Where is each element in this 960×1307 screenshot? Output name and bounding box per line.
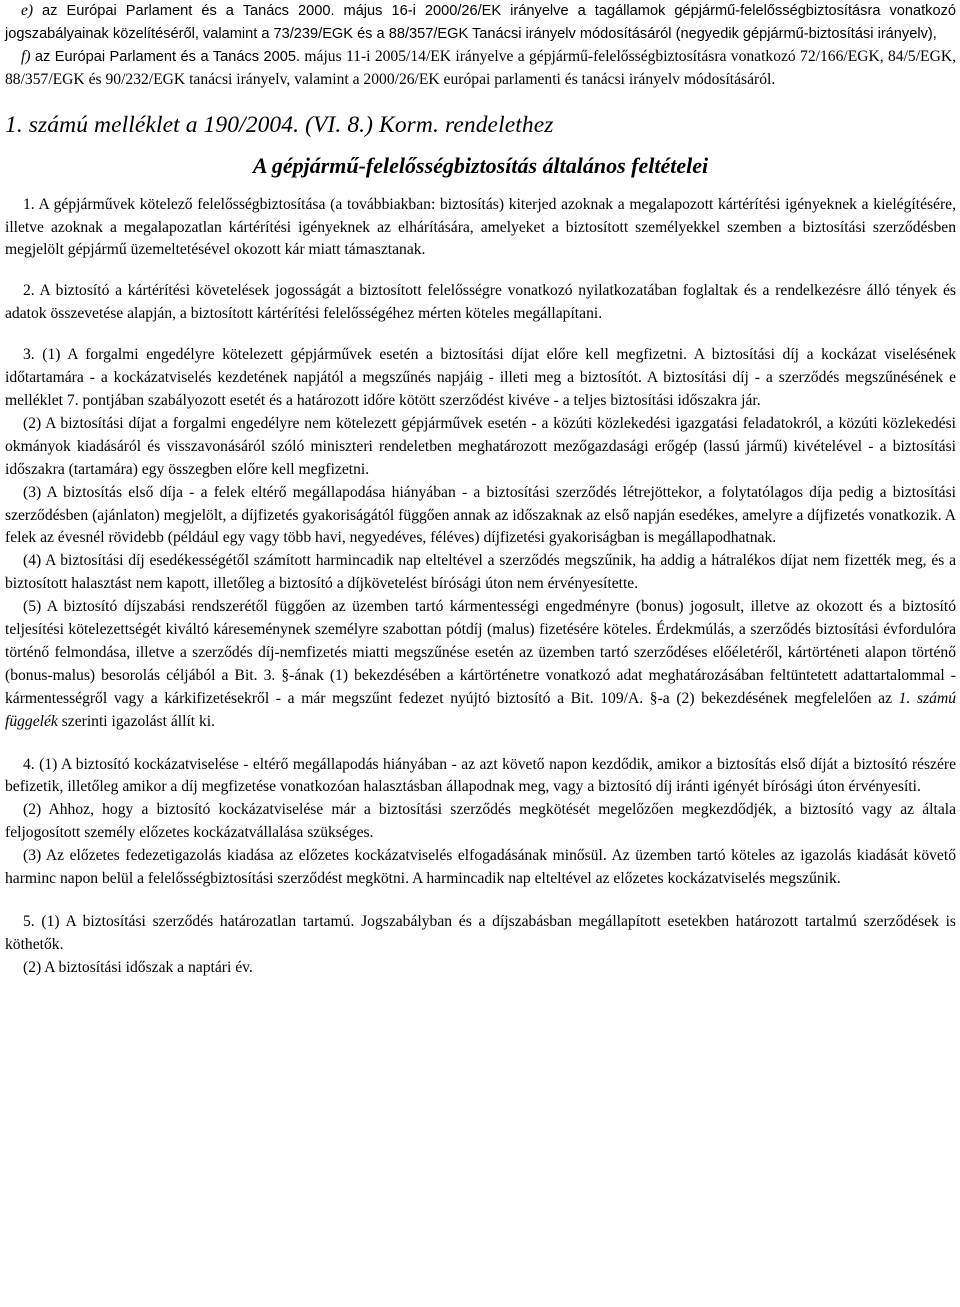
paragraph-4-3: (3) Az előzetes fedezetigazolás kiadása az előzetes kockázatviselés elfogadásának minősül. Az üzemben tartó köteles az igazolás kiadását követő harminc napon belül a felelősségbiztosítási szerződést megkötni. A harmincadik nap elteltével az előzetes kockázatviselés megszűnik. — [5, 847, 956, 888]
paragraph-4-2: (2) Ahhoz, hogy a biztosító kockázatviselése már a biztosítási szerződés megkötését megelőzően megkezdődjék, a biztosító vagy az általa feljogosított személy előzetes kockázatvállalása szükséges. — [5, 801, 956, 842]
item-text-f-part1: az Európai Parlament és a Tanács 2005. — [34, 48, 301, 65]
section-title: A gépjármű-felelősségbiztosítás általános feltételei — [252, 152, 709, 178]
paragraph-3-5-text: (5) A biztosító díjszabási rendszerétől függően az üzemben tartó kármentességi engedményre (bonus) jogosult, illetve az okozott és a biztosító teljesítési kötelezettségét kiváltó káreseménynek személyre szabottan pótdíj (malus) fizetésére köteles. Érdekmúlás, a szerződés biztosítási évfordulóra történő felmondása, illetve a szerződés díj-nemfizetés miatti megszűnése esetén az üzemben tartó szerződéses előéletéről, kártörténeti alapon történő (bonus-malus) besorolás céljából a Bit. 3. §-ának (1) bekezdésében a kártörténetre vonatkozó adat meghatározásában feltüntetett adattartalommal - kármentességről vagy a kárkifizetésekről - a már megszűnt fedezet nyújtó biztosító a Bit. 109/A. §-a (2) bekezdésének megfelelően az — [5, 598, 956, 707]
annex-title: 1. számú melléklet a 190/2004. (VI. 8.) Korm. rendelethez — [5, 111, 554, 138]
item-label-e: e) — [21, 2, 34, 19]
intro-item-f — [5, 46, 956, 92]
paragraph-3-2: (2) A biztosítási díjat a forgalmi engedélyre nem kötelezett gépjárművek esetén - a közúti közlekedési igazgatási feladatokról, a közúti közlekedési okmányok kiadásáról és visszavonásáról szóló miniszteri rendeletben meghatározott mezőgazdasági erőgép (lassú jármű) kivételével - a biztosítási időszakra (tartamára) egy összegben előre kell megfizetni. — [5, 414, 956, 478]
paragraph-3-5-tail: szerinti igazolást állít ki. — [61, 712, 216, 730]
item-text-f-part2: május 11-i 2005/14/EK irányelve a gépjármű-felelősségbiztosításra vonatkozó 72/166/EGK, 84/5/EGK, 88/357/EGK és 90/232/EGK tanácsi irányelv, valamint a 2000/26/EK európai parlamenti és tanácsi irányelv módosításáról. — [5, 47, 956, 88]
paragraph-3-5 — [5, 596, 956, 733]
item-text-e: az Európai Parlament és a Tanács 2000. május 16-i 2000/26/EK irányelve a tagállamok gépjármű-felelősségbiztosításra vonatkozó jogszabályainak közelítéséről, valamint a 73/239/EGK és a 88/357/EGK Tanácsi irányelv módosításáról (negyedik gépjármű-biztosítási irányelv), — [5, 3, 956, 42]
paragraph-5-1: 5. (1) A biztosítási szerződés határozatlan tartamú. Jogszabályban és a díjszabásban megállapított esetekben határozott tartalmú szerződések is köthetők. — [5, 913, 956, 953]
paragraph-5-2: (2) A biztosítási időszak a naptári év. — [23, 958, 253, 976]
paragraph-1: 1. A gépjárművek kötelező felelősségbiztosítása (a továbbiakban: biztosítás) kiterjed azoknak a megalapozott kártérítési igényeknek a kielégítésére, illetve azoknak a megalapozatlan kártérítési igényeknek az elhárítására, amelyeket a biztosított személyekkel szemben a biztosítási szerződésben megjelölt gépjármű üzemeltetésével okozott kár miatt támasztanak. — [5, 195, 956, 259]
paragraph-3-1: 3. (1) A forgalmi engedélyre kötelezett gépjárművek esetén a biztosítási díjat előre kell megfizetni. A biztosítási díj a kockázat viselésének időtartamára - a kockázatviselés kezdetének napjától a megszűnés napjáig - illeti meg a biztosítót. A biztosítási díj - a szerződés megszűnésének e melléklet 7. pontjában szabályozott esetét és a határozott időre kötött szerződést kivéve - a teljes biztosítási időszakra jár. — [5, 346, 956, 409]
paragraph-4-1: 4. (1) A biztosító kockázatviselése - eltérő megállapodás hiányában - az azt követő napon kezdődik, amikor a biztosítás első díját a biztosító részére befizetik, illetőleg amikor a díj megfizetése vonatkozóan halasztásban állapodnak meg, vagy a biztosító díj iránti igényét bírósági úton érvényesíti. — [5, 755, 956, 796]
appendix-reference: 1. számú függelék — [5, 689, 956, 730]
document-page — [5, 0, 956, 980]
paragraph-3-4: (4) A biztosítási díj esedékességétől számított harmincadik nap elteltével a szerződés megszűnik, ha addig a hátralékos díjat nem fizették meg, és a biztosított halasztást nem kapott, illetőleg a biztosító a díjkövetelést bírósági úton nem érvényesítette. — [5, 552, 956, 593]
paragraph-3-3: (3) A biztosítás első díja - a felek eltérő megállapodása hiányában - a biztosítási szerződés létrejöttekor, a folytatólagos díja pedig a biztosítási szerződésben (ajánlaton) megjelölt, a díjfizetés gyakoriságától függően annak az időszaknak az első napján esedékes, amelyre a díjfizetés vonatkozik. A felek az évesnél rövidebb (például egy vagy több havi, negyedéves, féléves) díjfizetési gyakoriságban is megállapodhatnak. — [5, 483, 956, 547]
paragraph-2: 2. A biztosító a kártérítési követelések jogosságát a biztosított felelősségre vonatkozó nyilatkozatában foglaltak és a rendelkezésre álló tények és adatok összevetése alapján, a biztosított kártérítési felelősségéhez mérten köteles megállapítani. — [5, 282, 956, 323]
intro-item-e — [5, 0, 956, 46]
item-label-f: f) — [21, 47, 31, 65]
